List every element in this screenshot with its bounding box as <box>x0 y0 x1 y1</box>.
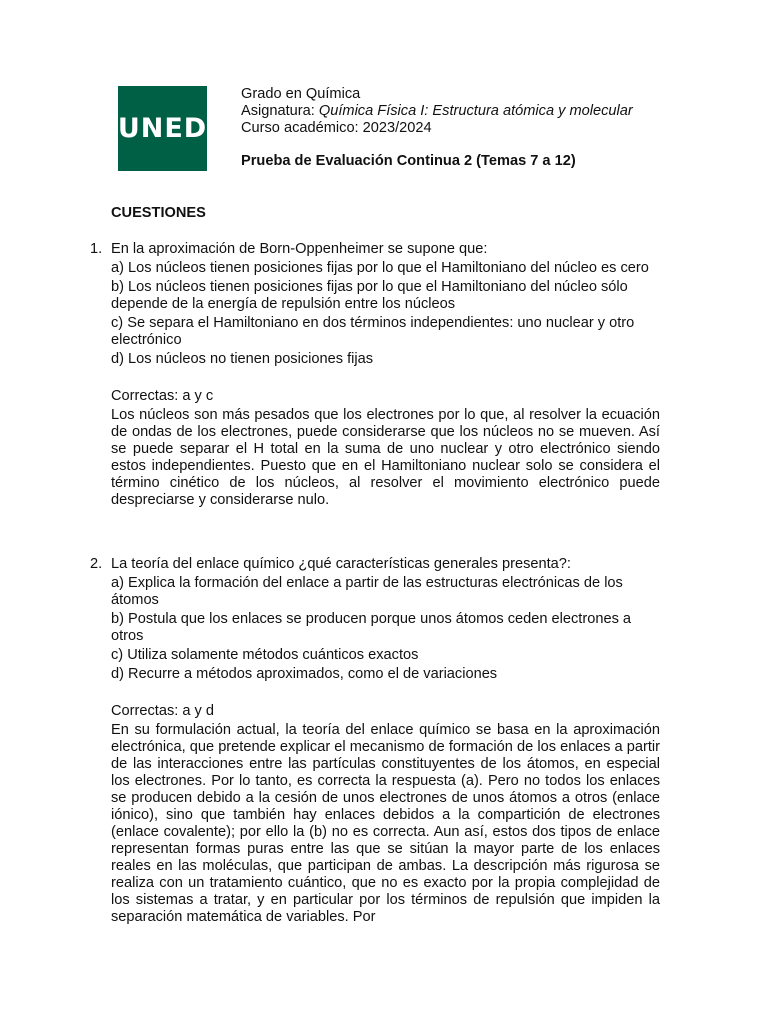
question-number: 1. <box>90 241 103 257</box>
uned-logo <box>118 86 207 171</box>
explanation: En su formulación actual, la teoría del enlace químico se basa en la aproximación electrónica, que pretende explicar el mecanismo de formación de los enlaces a partir de las interacciones entre las partículas constituyentes de los átomos, en especial los electrones. Por lo tanto, es correcta la respuesta (a). Pero no todos los enlaces se producen debido a la cesión de unos electrones de unos átomos a otros (enlace iónico), sino que también hay enlaces debidos a la compartición de electrones (enlace covalente); por ello la (b) no es correcta. Aun así, estos dos tipos de enlace representan formas puras entre las que se sitúan la mayor parte de los enlaces reales en las moléculas, que participan de ambas. La descripción más rigurosa se realiza con un tratamiento cuántico, que no es exacto por la propia complejidad de los sistemas a tratar, y en particular por los términos de repulsión que impiden la separación matemática de variables. Por <box>111 722 660 925</box>
question-stem: En la aproximación de Born-Oppenheimer se supone que: <box>111 241 488 257</box>
option-a: a) Explica la formación del enlace a partir de las estructuras electrónicas de los átomos <box>111 575 623 608</box>
option-c: c) Utiliza solamente métodos cuánticos exactos <box>111 647 419 663</box>
option-d: d) Recurre a métodos aproximados, como el de variaciones <box>111 666 498 682</box>
correct-answers: Correctas: a y d <box>111 703 215 719</box>
document-header <box>241 86 711 170</box>
option-d: d) Los núcleos no tienen posiciones fijas <box>111 351 374 367</box>
option-b: b) Postula que los enlaces se producen porque unos átomos ceden electrones a otros <box>111 611 632 644</box>
question-number: 2. <box>90 556 103 572</box>
correct-answers: Correctas: a y c <box>111 388 214 404</box>
subject-name: Química Física I: Estructura atómica y molecular <box>318 103 633 119</box>
explanation: Los núcleos son más pesados que los electrones por lo que, al resolver la ecuación de ondas de los electrones, puede considerarse que los núcleos no se mueven. Así se puede separar el H total en la suma de uno nuclear y otro electrónico siendo estos independientes. Puesto que en el Hamiltoniano nuclear solo se considera el término cinético de los núcleos, al resolver el movimiento electrónico puede despreciarse y considerarse nulo. <box>111 407 660 508</box>
question-1 <box>90 241 660 509</box>
degree-line: Grado en Química <box>241 86 361 102</box>
test-title: Prueba de Evaluación Continua 2 (Temas 7 a 12) <box>241 153 576 169</box>
question-stem: La teoría del enlace químico ¿qué características generales presenta?: <box>111 556 571 572</box>
year-line: Curso académico: 2023/2024 <box>241 120 432 136</box>
option-c: c) Se separa el Hamiltoniano en dos términos independientes: uno nuclear y otro electrónico <box>111 315 635 348</box>
option-b: b) Los núcleos tienen posiciones fijas por lo que el Hamiltoniano del núcleo sólo depende de la energía de repulsión entre los núcleos <box>111 279 628 312</box>
subject-label: Asignatura: <box>241 103 319 119</box>
logo-text: UNED <box>117 113 208 144</box>
section-title: CUESTIONES <box>111 205 206 221</box>
option-a: a) Los núcleos tienen posiciones fijas por lo que el Hamiltoniano del núcleo es cero <box>111 260 649 276</box>
question-2 <box>90 556 660 926</box>
subject-line <box>241 103 711 120</box>
